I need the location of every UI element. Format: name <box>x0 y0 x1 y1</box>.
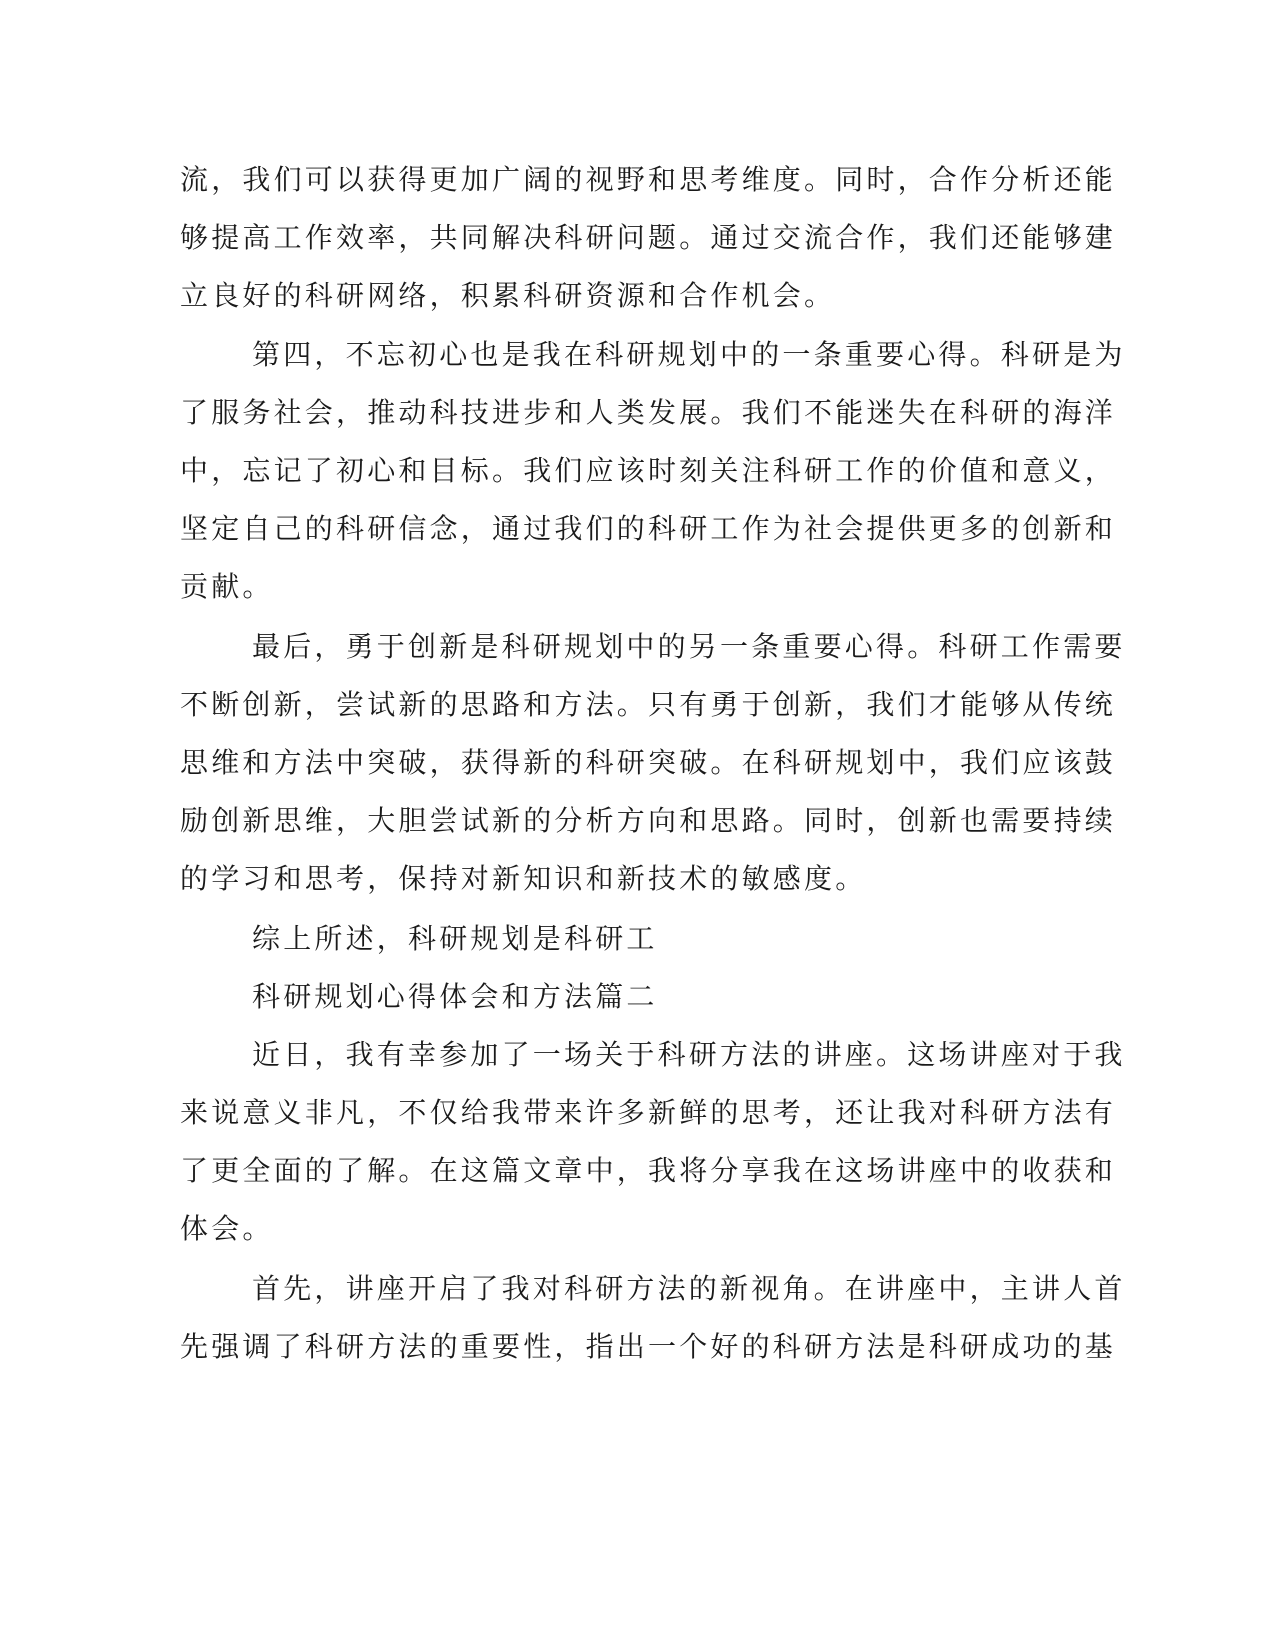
paragraph-finally-innovation <box>180 618 1126 908</box>
text-line: 来说意义非凡，不仅给我带来许多新鲜的思考，还让我对科研方法有 <box>180 1096 1117 1129</box>
text-line: 立良好的科研网络，积累科研资源和合作机会。 <box>180 279 836 312</box>
text-line: 最后，勇于创新是科研规划中的另一条重要心得。科研工作需要 <box>252 630 1126 663</box>
paragraph-summary-truncated <box>180 910 1030 968</box>
text-line: 综上所述，科研规划是科研工 <box>252 922 658 955</box>
text-line: 首先，讲座开启了我对科研方法的新视角。在讲座中，主讲人首 <box>252 1272 1126 1305</box>
text-line: 中，忘记了初心和目标。我们应该时刻关注科研工作的价值和意义， <box>180 454 1117 487</box>
text-line: 励创新思维，大胆尝试新的分析方向和思路。同时，创新也需要持续 <box>180 804 1117 837</box>
text-line: 够提高工作效率，共同解决科研问题。通过交流合作，我们还能够建 <box>180 221 1117 254</box>
text-line: 体会。 <box>180 1212 274 1245</box>
section-title: 科研规划心得体会和方法篇二 <box>252 980 658 1013</box>
text-line: 不断创新，尝试新的思路和方法。只有勇于创新，我们才能够从传统 <box>180 688 1117 721</box>
text-line: 贡献。 <box>180 570 274 603</box>
text-line: 了更全面的了解。在这篇文章中，我将分享我在这场讲座中的收获和 <box>180 1154 1117 1187</box>
text-line: 近日，我有幸参加了一场关于科研方法的讲座。这场讲座对于我 <box>252 1038 1126 1071</box>
text-line: 思维和方法中突破，获得新的科研突破。在科研规划中，我们应该鼓 <box>180 746 1117 779</box>
text-line: 坚定自己的科研信念，通过我们的科研工作为社会提供更多的创新和 <box>180 512 1117 545</box>
text-line: 第四，不忘初心也是我在科研规划中的一条重要心得。科研是为 <box>252 338 1126 371</box>
paragraph-collaboration-continued <box>180 151 1117 325</box>
text-line: 流，我们可以获得更加广阔的视野和思考维度。同时，合作分析还能 <box>180 163 1117 196</box>
text-line: 先强调了科研方法的重要性，指出一个好的科研方法是科研成功的基 <box>180 1330 1117 1363</box>
paragraph-lecture-intro <box>180 1026 1126 1258</box>
text-line: 的学习和思考，保持对新知识和新技术的敏感度。 <box>180 862 867 895</box>
paragraph-first-point <box>180 1260 1126 1376</box>
text-line: 了服务社会，推动科技进步和人类发展。我们不能迷失在科研的海洋 <box>180 396 1117 429</box>
paragraph-fourth-point <box>180 326 1126 616</box>
section-heading <box>180 968 1030 1026</box>
